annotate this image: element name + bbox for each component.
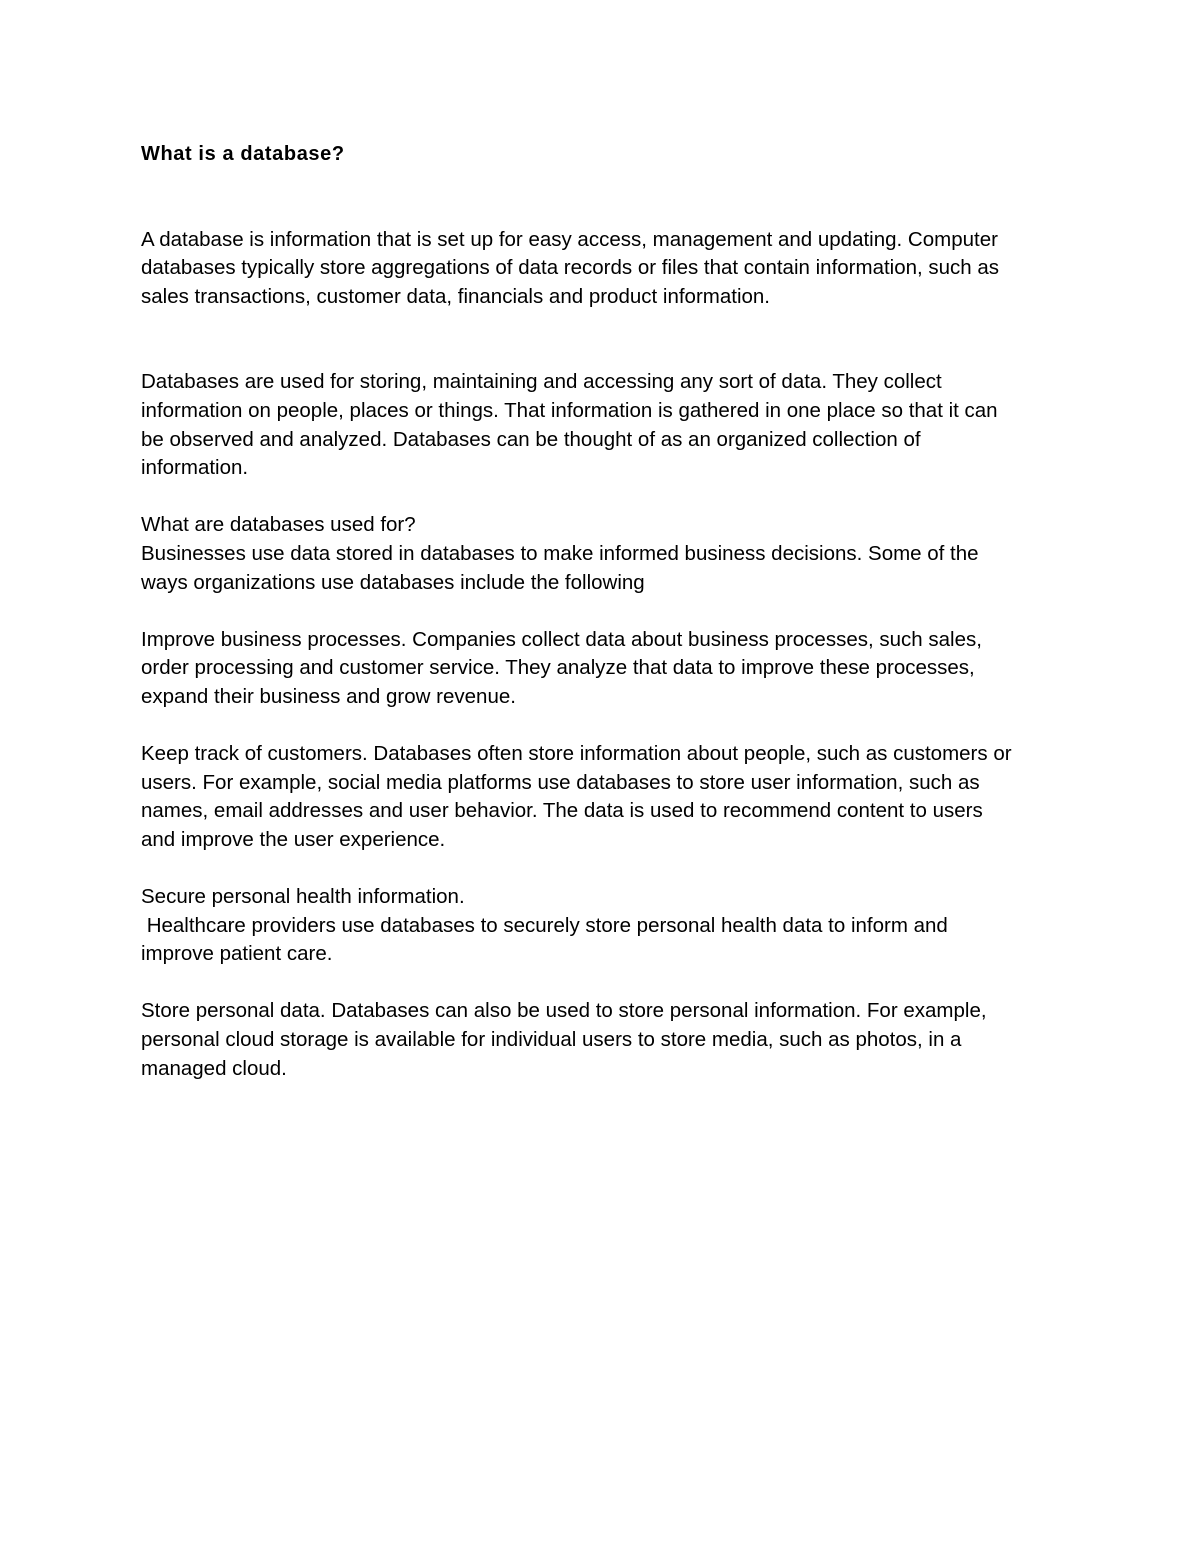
text-line: managed cloud. [141, 1056, 287, 1080]
text-line: Databases are used for storing, maintaining and accessing any sort of data. They collect [141, 370, 942, 394]
text-line: Improve business processes. Companies collect data about business processes, such sales, [141, 627, 982, 651]
paragraph-customers [141, 740, 1071, 854]
section-heading: What are databases used for? [141, 513, 416, 537]
text-line: Secure personal health information. [141, 885, 465, 909]
text-line: Businesses use data stored in databases to make informed business decisions. Some of the [141, 541, 979, 565]
paragraph-health [141, 883, 1071, 969]
paragraph-personal-data [141, 997, 1071, 1083]
text-line: names, email addresses and user behavior. The data is used to recommend content to users [141, 799, 983, 823]
text-line: Healthcare providers use databases to securely store personal health data to inform and [141, 913, 948, 937]
text-line: A database is information that is set up for easy access, management and updating. Computer [141, 227, 998, 251]
text-line: personal cloud storage is available for individual users to store media, such as photos, in a [141, 1028, 962, 1052]
paragraph-definition [141, 226, 1071, 312]
paragraph-usage [141, 368, 1071, 482]
document-body [141, 140, 1071, 1083]
text-line: information. [141, 456, 249, 480]
text-line: expand their business and grow revenue. [141, 684, 516, 708]
paragraph-business-processes [141, 626, 1071, 712]
paragraph-uses-intro [141, 511, 1071, 597]
document-title: What is a database? [141, 143, 345, 165]
text-line: databases typically store aggregations of data records or files that contain information, such as [141, 256, 1000, 280]
text-line: users. For example, social media platforms use databases to store user information, such as [141, 770, 980, 794]
text-line: information on people, places or things. That information is gathered in one place so that it can [141, 398, 998, 422]
text-line: sales transactions, customer data, financials and product information. [141, 284, 770, 308]
text-line: improve patient care. [141, 942, 333, 966]
text-line: be observed and analyzed. Databases can be thought of as an organized collection of [141, 427, 921, 451]
text-line: Store personal data. Databases can also be used to store personal information. For example, [141, 999, 987, 1023]
text-line: ways organizations use databases include the following [141, 570, 645, 594]
text-line: Keep track of customers. Databases often store information about people, such as customers or [141, 742, 1012, 766]
text-line: and improve the user experience. [141, 827, 446, 851]
text-line: order processing and customer service. They analyze that data to improve these processes, [141, 656, 975, 680]
